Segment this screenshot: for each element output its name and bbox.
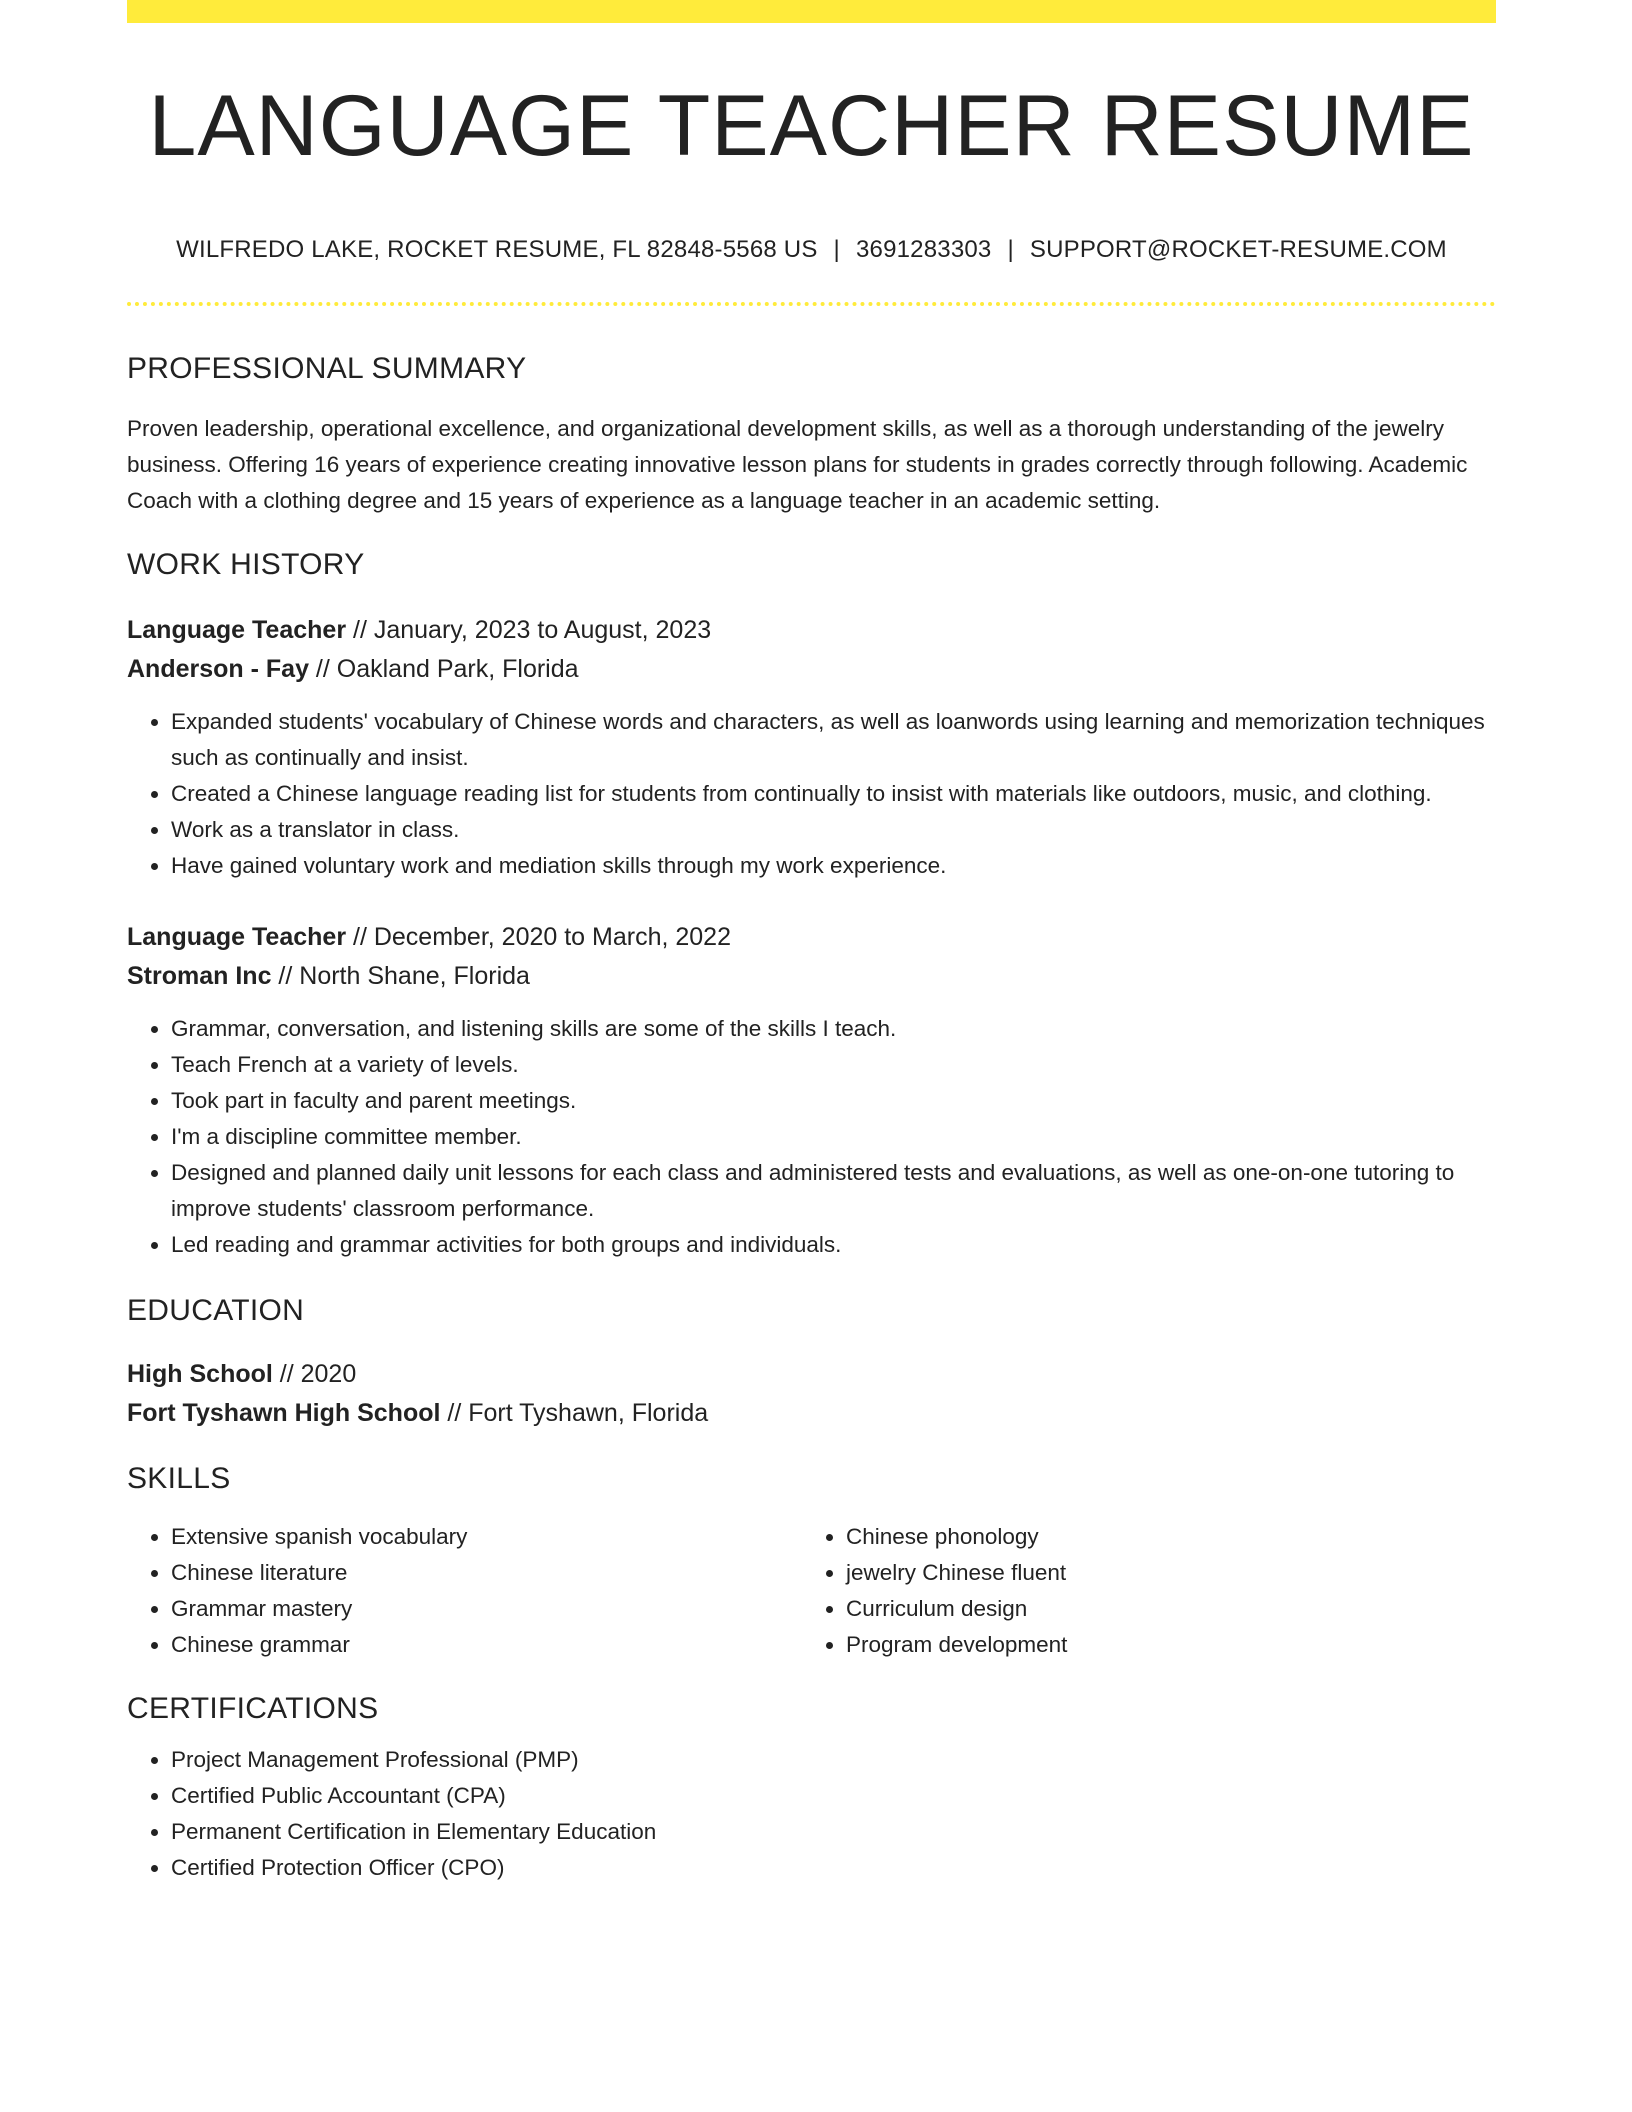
- education-year: // 2020: [272, 1360, 357, 1388]
- contact-address: WILFREDO LAKE, ROCKET RESUME, FL 82848-5568 US: [176, 236, 818, 263]
- list-item: • Designed and planned daily unit lessons for each class and administered tests and evaluations, as well as one-on-one tutoring to improve students' classroom performance.: [171, 1155, 1496, 1227]
- skills-left-column: [127, 1519, 802, 1663]
- skill-item: • Chinese grammar: [171, 1627, 802, 1663]
- job-bullets: [127, 704, 1496, 884]
- education-entry: [127, 1355, 1496, 1433]
- certification-item: • Certified Protection Officer (CPO): [171, 1850, 1496, 1886]
- skill-item: • Grammar mastery: [171, 1591, 802, 1627]
- contact-phone: 3691283303: [855, 236, 992, 263]
- education-school-line: [127, 1394, 1496, 1433]
- skill-item: • Extensive spanish vocabulary: [171, 1519, 802, 1555]
- education-degree: High School: [127, 1360, 273, 1388]
- accent-bar: [127, 0, 1496, 23]
- list-item: • Expanded students' vocabulary of Chinese words and characters, as well as loanwords using learning and memorization techniques such as continually and insist.: [171, 704, 1496, 776]
- education-degree-line: [127, 1355, 1496, 1394]
- education-heading: EDUCATION: [127, 1294, 305, 1327]
- job-location: // Oakland Park, Florida: [308, 655, 579, 683]
- list-item: • Created a Chinese language reading list for students from continually to insist with materials like outdoors, music, and clothing.: [171, 776, 1496, 812]
- job-title-line: [127, 611, 1496, 650]
- skills-right-column: [802, 1519, 1477, 1663]
- certifications-list: [127, 1742, 1496, 1886]
- summary-text: Proven leadership, operational excellence, and organizational development skills, as well as a thorough understanding of the jewelry business. Offering 16 years of experience creating innovative lesson plans for students in grades correctly through following. Academic Coach with a clothing degree and 15 years of experience as a language teacher in an academic setting.: [127, 416, 1468, 513]
- skill-item: • jewelry Chinese fluent: [846, 1555, 1477, 1591]
- skills-heading: SKILLS: [127, 1462, 231, 1495]
- resume-title: LANGUAGE TEACHER RESUME: [148, 78, 1475, 174]
- list-item: • I'm a discipline committee member.: [171, 1119, 1496, 1155]
- education-location: // Fort Tyshawn, Florida: [440, 1399, 709, 1427]
- summary-heading: PROFESSIONAL SUMMARY: [127, 352, 527, 385]
- skills-grid: [127, 1519, 1496, 1663]
- list-item: • Led reading and grammar activities for both groups and individuals.: [171, 1227, 1496, 1263]
- job-role: Language Teacher: [127, 923, 347, 951]
- job-company-line: [127, 650, 1496, 689]
- contact-line: [127, 236, 1496, 264]
- list-item: • Work as a translator in class.: [171, 812, 1496, 848]
- work-history-heading: WORK HISTORY: [127, 548, 365, 581]
- list-item: • Grammar, conversation, and listening skills are some of the skills I teach.: [171, 1011, 1496, 1047]
- skill-item: • Curriculum design: [846, 1591, 1477, 1627]
- contact-separator: |: [1007, 236, 1014, 263]
- skill-item: • Program development: [846, 1627, 1477, 1663]
- resume-page: [127, 0, 1496, 1886]
- job-entry: [127, 918, 1496, 1263]
- job-company: Anderson - Fay: [127, 655, 309, 683]
- list-item: • Took part in faculty and parent meetings.: [171, 1083, 1496, 1119]
- job-dates: // January, 2023 to August, 2023: [346, 616, 712, 644]
- job-company: Stroman Inc: [127, 962, 272, 990]
- certifications-heading: CERTIFICATIONS: [127, 1692, 379, 1725]
- job-title-line: [127, 918, 1496, 957]
- job-entry: [127, 611, 1496, 884]
- job-dates: // December, 2020 to March, 2022: [346, 923, 731, 951]
- skill-item: • Chinese phonology: [846, 1519, 1477, 1555]
- dotted-divider: [127, 302, 1496, 306]
- job-role: Language Teacher: [127, 616, 347, 644]
- skill-item: • Chinese literature: [171, 1555, 802, 1591]
- list-item: • Have gained voluntary work and mediation skills through my work experience.: [171, 848, 1496, 884]
- certification-item: • Permanent Certification in Elementary Education: [171, 1814, 1496, 1850]
- job-location: // North Shane, Florida: [271, 962, 530, 990]
- job-company-line: [127, 957, 1496, 996]
- certification-item: • Certified Public Accountant (CPA): [171, 1778, 1496, 1814]
- contact-email: SUPPORT@ROCKET-RESUME.COM: [1029, 236, 1447, 263]
- education-school: Fort Tyshawn High School: [127, 1399, 441, 1427]
- job-bullets: [127, 1011, 1496, 1263]
- contact-separator: |: [833, 236, 840, 263]
- certification-item: • Project Management Professional (PMP): [171, 1742, 1496, 1778]
- list-item: • Teach French at a variety of levels.: [171, 1047, 1496, 1083]
